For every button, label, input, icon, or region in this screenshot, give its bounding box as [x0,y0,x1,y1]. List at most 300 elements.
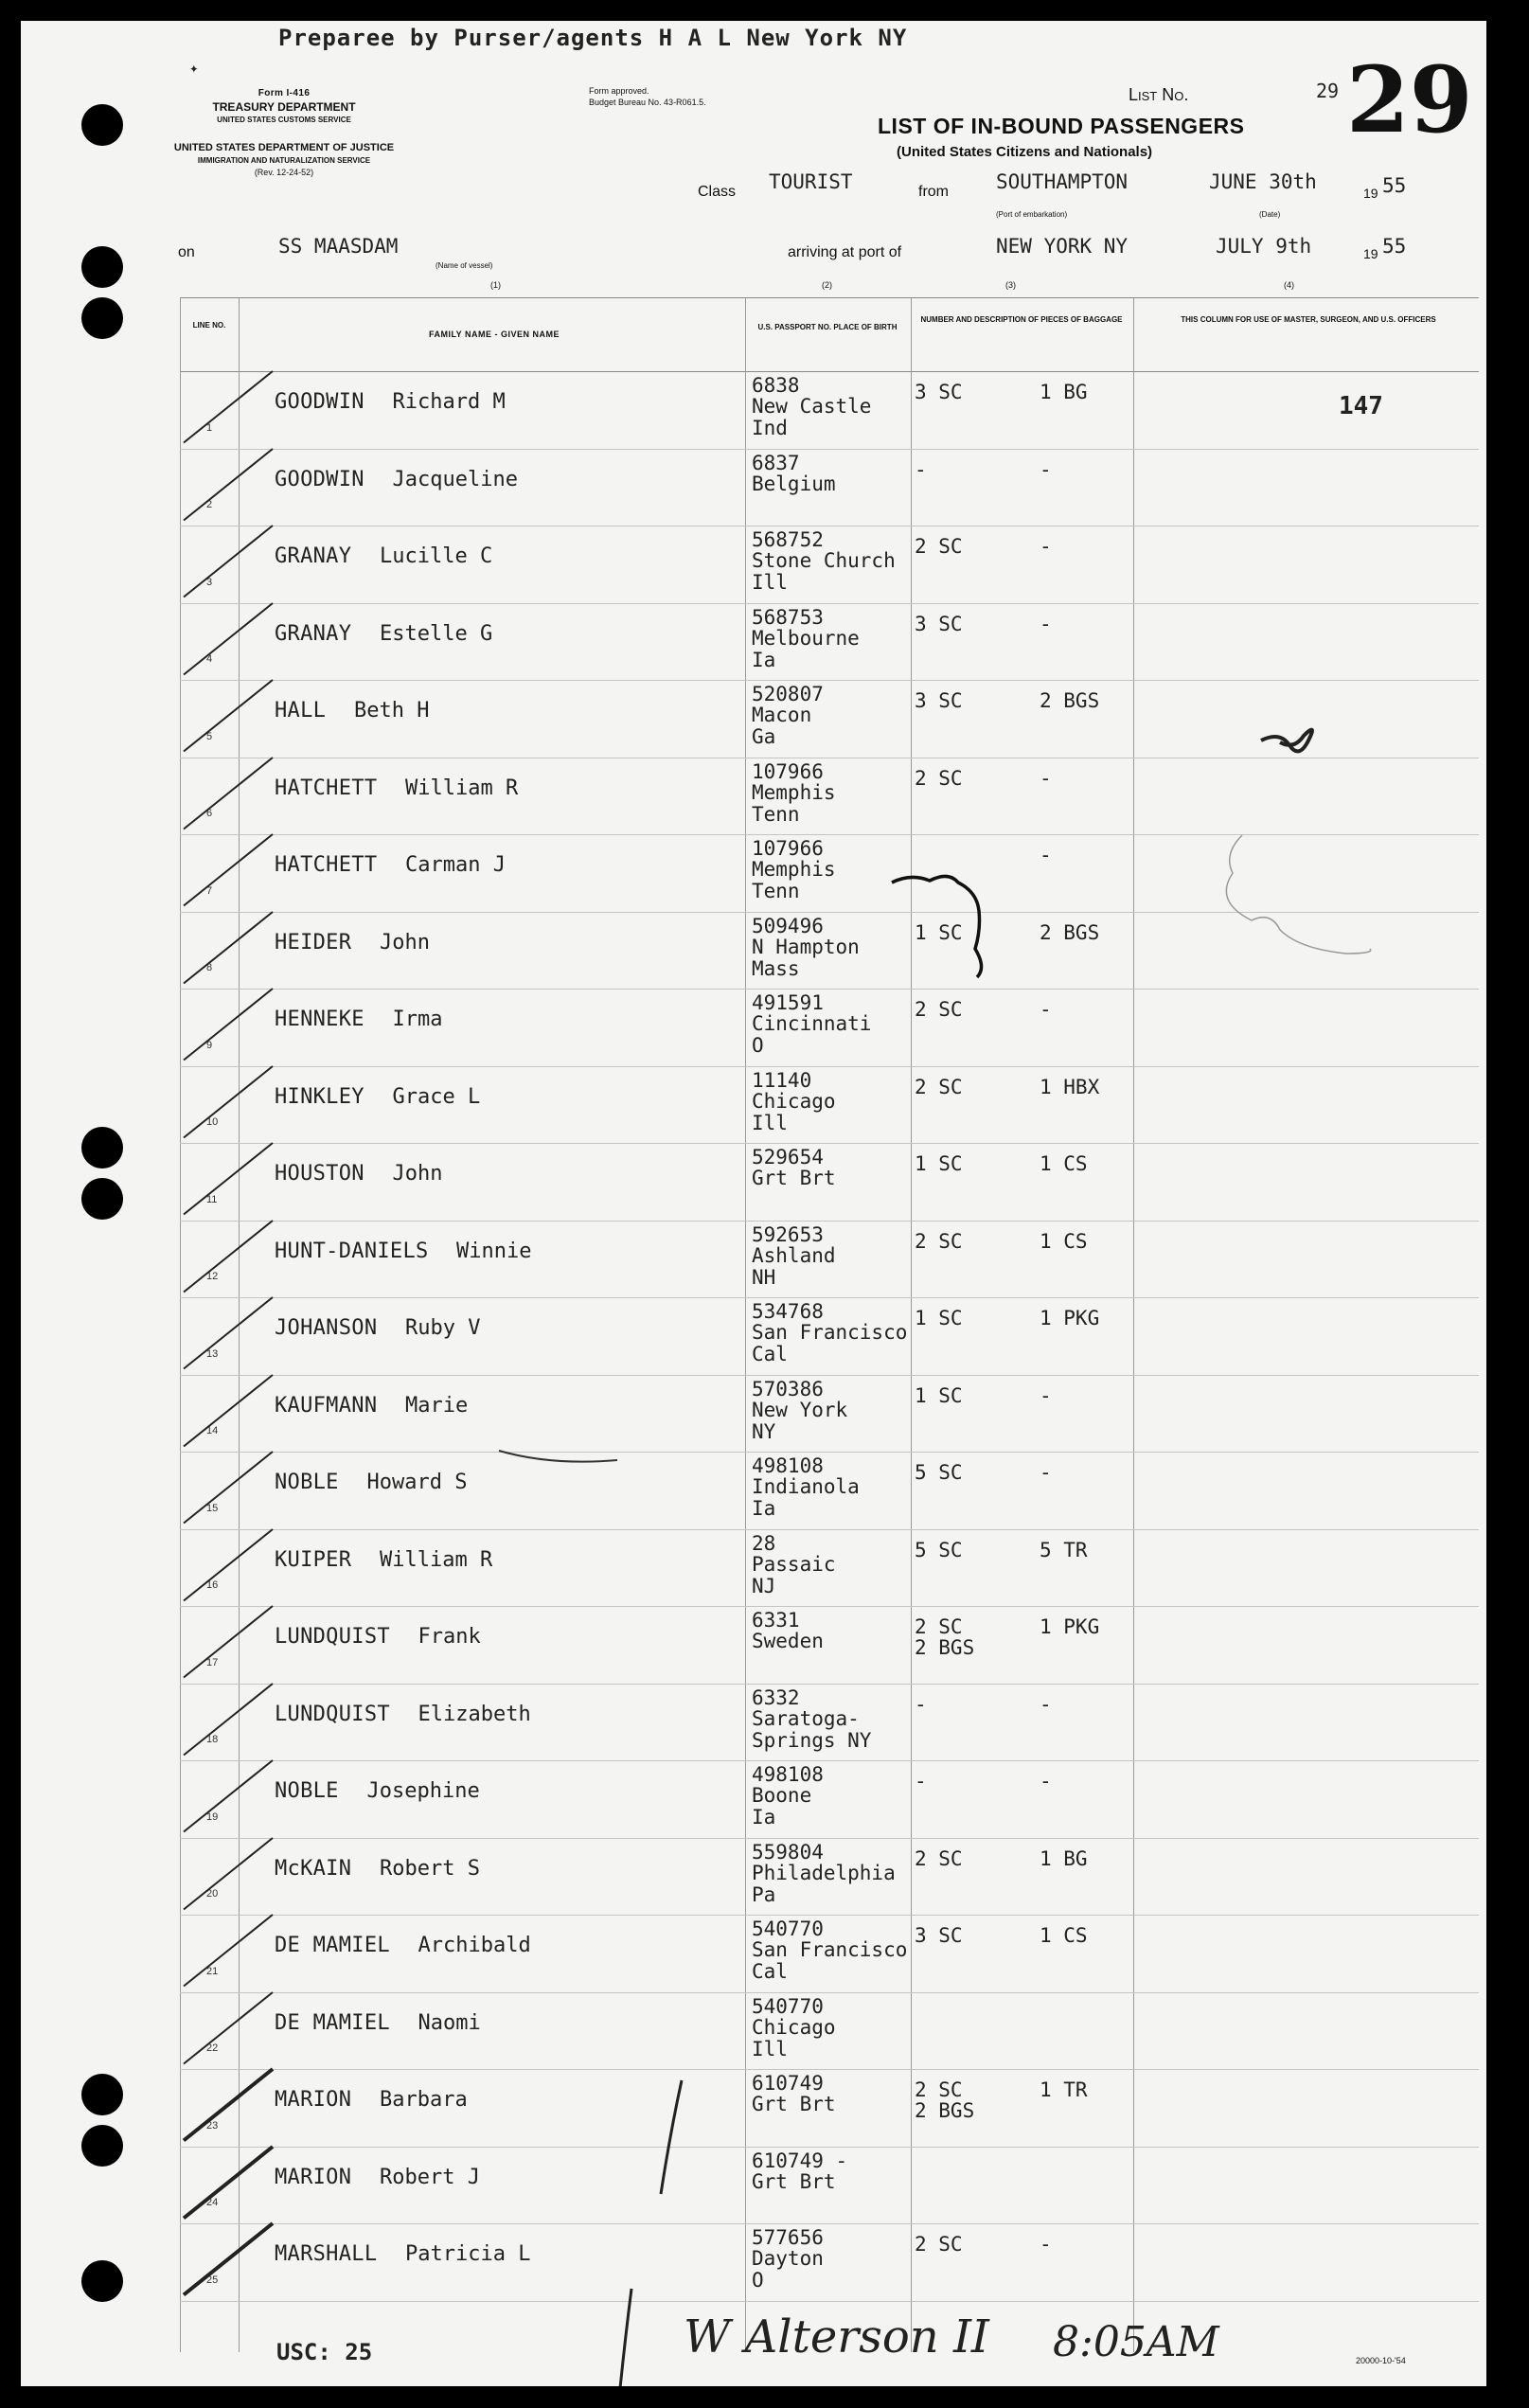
list-no-stamp: 29 [1346,46,1473,153]
form-subtitle: (United States Citizens and Nationals) [897,144,1153,160]
year2-prefix: 19 [1363,246,1378,261]
arrival-date: JULY 9th [1216,235,1312,258]
baggage-sc: 2 SC [915,1846,963,1870]
baggage-sc: 2 SC [915,766,963,790]
passport-number: 498108 [752,1763,824,1786]
family-name: McKAIN [275,1856,352,1881]
table-top-border [180,297,1479,298]
birth-place: New York [752,1398,848,1421]
baggage-other: - [1040,1461,1052,1484]
baggage-sc: 1 SC [915,1152,963,1175]
baggage-sc: 3 SC [915,612,963,635]
row-divider [180,2223,1479,2224]
family-name: LUNDQUIST [275,1702,390,1726]
birth-place: Ia [752,648,776,671]
year2-value: 55 [1382,235,1407,258]
checkmark-icon [172,1217,286,1304]
given-name: Archibald [418,1934,531,1957]
table-row [21,2071,1486,2149]
baggage-other: - [1040,1692,1052,1716]
birth-place: Saratoga- [752,1706,860,1730]
family-name: GRANAY [275,544,352,568]
baggage-other: - [1040,844,1052,866]
header-line-no: LINE NO. [192,321,226,330]
embark-port-label: (Port of embarkation) [996,210,1068,219]
birth-place: Ill [752,2037,788,2060]
passport-number: 610749 [752,2072,824,2095]
given-name: Winnie [456,1239,532,1263]
passport-number: 540770 [752,1994,824,2018]
family-name: KAUFMANN [275,1393,378,1418]
baggage-sc: 2 SC [915,535,963,558]
given-name: Robert S [380,1856,480,1881]
checkmark-icon [172,367,286,455]
birth-place: Chicago [752,1089,836,1113]
vessel-name: SS MAASDAM [278,235,399,258]
form-block [161,87,407,127]
family-name: MARSHALL [275,2242,378,2266]
baggage-other: 1 PKG [1040,1307,1100,1329]
birth-place: Boone [752,1784,812,1807]
table-row [21,451,1486,528]
passport-number: 529654 [752,1146,824,1168]
family-name: DE MAMIEL [275,1934,390,1957]
table-row [21,1762,1486,1840]
given-name: Josephine [366,1779,480,1803]
passport-number: 28 [752,1531,776,1555]
birth-place: Cal [752,1960,788,1983]
checkmark-icon [172,1525,286,1613]
given-name: Howard S [366,1471,468,1494]
given-name: John [380,930,430,954]
departure-date: JUNE 30th [1209,170,1317,193]
checkmark-icon [172,1602,286,1689]
baggage-other: 1 PKG [1040,1615,1100,1638]
row-divider [180,1452,1479,1453]
family-name: HOUSTON [275,1162,364,1186]
row-divider [180,1915,1479,1916]
baggage-other: 5 TR [1040,1538,1088,1561]
passport-number: 6332 [752,1686,800,1709]
form-title: LIST OF IN-BOUND PASSENGERS [878,114,1245,138]
form-block-2 [142,142,426,179]
line-number: 5 [206,730,213,742]
passport-number: 107966 [752,759,824,783]
dept-ins: IMMIGRATION AND NATURALIZATION SERVICE [197,156,371,165]
checkmark-icon [172,445,286,532]
time-note: 8:05AM [1053,2318,1219,2366]
table-row [21,1686,1486,1763]
vessel-label: (Name of vessel) [436,261,493,270]
birth-place: NJ [752,1574,776,1597]
baggage-other: 1 HBX [1040,1075,1100,1098]
header-baggage: NUMBER AND DESCRIPTION OF PIECES OF BAGGAGE [920,315,1123,324]
year-prefix: 19 [1363,186,1378,201]
binder-hole [81,104,123,146]
class-label: Class [698,184,737,200]
birth-place: Grt Brt [752,2093,836,2115]
embark-port: SOUTHAMPTON [996,170,1129,193]
print-code: 20000-10-'54 [1356,2356,1406,2365]
family-name: GOODWIN [275,390,364,414]
passport-number: 11140 [752,1068,812,1092]
line-number: 11 [206,1193,218,1205]
baggage-other: 1 CS [1040,1152,1088,1175]
baggage-extra: 2 BGS [915,2099,975,2122]
family-name: DE MAMIEL [275,2010,390,2035]
passport-number: 568753 [752,605,824,629]
row-divider [180,1143,1479,1144]
baggage-sc: 1 SC [915,920,963,944]
family-name: MARION [275,2088,352,2112]
table-row [21,1145,1486,1222]
passport-number: 6838 [752,374,800,397]
baggage-other: 1 TR [1040,2078,1088,2101]
binder-hole [81,246,123,288]
family-name: KUIPER [275,1547,352,1572]
birth-place: New Castle [752,395,872,418]
checkmark-icon [172,1293,286,1381]
birth-place: Chicago [752,2015,836,2039]
line-number: 9 [206,1039,213,1051]
checkmark-icon [172,985,286,1072]
dept-customs: UNITED STATES CUSTOMS SERVICE [217,116,351,124]
given-name: Grace L [392,1084,481,1109]
checkmark-icon [172,754,286,841]
row-divider [180,1684,1479,1685]
birth-place: Ashland [752,1243,836,1267]
birth-place: Springs NY [752,1728,872,1752]
table-row [21,527,1486,605]
birth-place: Ia [752,1497,776,1520]
checkmark-icon [172,1139,286,1226]
family-name: NOBLE [275,1779,339,1803]
passport-number: 568752 [752,528,824,551]
line-number: 10 [206,1116,219,1128]
family-name: HINKLEY [275,1084,364,1109]
birth-place: Grt Brt [752,2169,836,2193]
usc-count: USC: 25 [276,2339,373,2365]
table-row [21,1454,1486,1531]
baggage-other: 1 CS [1040,1229,1088,1253]
ink-scribble [873,854,1024,987]
table-row [21,1299,1486,1377]
col-num-3: (3) [1005,280,1016,290]
birth-place: Cal [752,1343,788,1365]
table-row [21,1917,1486,1994]
given-name: Beth H [354,699,430,722]
form-revision: (Rev. 12-24-52) [254,168,314,177]
birth-place: Stone Church [752,549,896,572]
given-name: Estelle G [380,621,493,646]
row-divider [180,680,1479,681]
birth-place: Sweden [752,1630,824,1652]
baggage-sc: - [915,1770,927,1793]
birth-place: Memphis [752,780,836,804]
checkmark-icon [172,1062,286,1150]
passport-number: 592653 [752,1222,824,1246]
row-divider [180,1297,1479,1298]
family-name: HUNT-DANIELS [275,1239,429,1263]
birth-place: Philadelphia [752,1861,896,1884]
checkmark-icon [172,1834,286,1921]
passport-number: 577656 [752,2226,824,2249]
ink-stroke [653,2076,691,2208]
birth-place: NY [752,1419,776,1443]
passport-number: 107966 [752,837,824,860]
checkmark-icon [172,2143,286,2230]
row-divider [180,989,1479,990]
line-number: 7 [206,884,213,897]
birth-place: Pa [752,1882,776,1906]
baggage-other: 1 BG [1040,381,1088,403]
checkmark-icon [172,1448,286,1535]
checkmark-icon [172,2065,286,2152]
birth-place: Ga [752,725,776,748]
given-name: William R [405,776,519,800]
approval-line: Form approved. [589,86,649,96]
birth-place: Cincinnati [752,1012,872,1035]
baggage-sc: 3 SC [915,1924,963,1947]
baggage-sc: - [915,1692,927,1716]
baggage-sc: 2 SC [915,998,963,1021]
table-row [21,1377,1486,1454]
birth-place: NH [752,1265,776,1289]
ink-mark: ✦ [189,59,199,77]
given-name: Elizabeth [418,1702,531,1726]
binder-hole [81,297,123,339]
given-name: John [392,1162,443,1186]
birth-place: Tenn [752,802,800,826]
family-name: MARION [275,2165,352,2189]
birth-place: Ill [752,571,788,594]
baggage-other: - [1040,2233,1052,2256]
form-number: Form I-416 [258,88,311,98]
table-row [21,373,1486,451]
baggage-other: - [1040,766,1052,790]
baggage-sc: 2 SC [915,1615,963,1638]
given-name: Carman J [405,853,506,877]
checkmark-icon [172,1757,286,1844]
ink-stroke [608,2284,646,2386]
given-name: Naomi [418,2010,481,2035]
dept-justice: UNITED STATES DEPARTMENT OF JUSTICE [173,142,395,153]
checkmark-icon [172,1989,286,2076]
row-divider [180,1529,1479,1530]
birth-place: Belgium [752,472,836,495]
baggage-sc: 2 SC [915,1229,963,1253]
birth-place: Ill [752,1111,788,1134]
birth-place: Passaic [752,1552,836,1576]
birth-place: N Hampton [752,935,860,958]
table-row [21,1608,1486,1686]
birth-place: O [752,2269,764,2292]
row-divider [180,1221,1479,1222]
family-name: JOHANSON [275,1316,378,1340]
row-divider [180,1838,1479,1839]
approval-block [589,85,706,108]
baggage-other: - [1040,535,1052,558]
line-number: 2 [206,499,213,510]
family-name: LUNDQUIST [275,1625,390,1649]
table-row [21,1840,1486,1917]
passport-number: 520807 [752,683,824,705]
baggage-sc: 1 SC [915,1307,963,1329]
given-name: Richard M [392,390,506,414]
year-value: 55 [1382,174,1407,197]
baggage-other: - [1040,1383,1052,1407]
baggage-other: - [1040,998,1052,1021]
row-divider [180,2301,1479,2302]
passport-number: 610749 - [752,2149,848,2172]
col-num-2: (2) [822,280,832,290]
checkmark-icon [172,908,286,995]
on-label: on [178,244,195,260]
birth-place: San Francisco [752,1938,908,1961]
baggage-sc: 3 SC [915,381,963,403]
table-row [21,1531,1486,1609]
birth-place: Melbourne [752,626,860,650]
baggage-other: - [1040,457,1052,481]
passport-number: 498108 [752,1454,824,1477]
table-row [21,1222,1486,1300]
family-name: HATCHETT [275,853,378,877]
line-number: 15 [206,1502,219,1514]
birth-place: Indianola [752,1475,860,1498]
line-number: 12 [206,1271,219,1282]
passport-number: 534768 [752,1300,824,1323]
row-divider [180,1992,1479,1993]
checkmark-icon [172,522,286,609]
birth-place: Memphis [752,858,836,881]
row-divider [180,2069,1479,2070]
checkmark-icon [172,1680,286,1767]
checkmark-icon [172,2220,286,2307]
birth-place: Ia [752,1806,776,1828]
family-name: GOODWIN [275,467,364,491]
baggage-other: - [1040,1770,1052,1793]
birth-place: Tenn [752,880,800,902]
birth-place: San Francisco [752,1321,908,1344]
preparer-note: Preparee by Purser/agents H A L New York NY [278,25,908,51]
ink-stroke [494,1441,627,1470]
birth-place: Macon [752,704,812,726]
arrival-port: NEW YORK NY [996,235,1129,258]
inspector-signature: W Alterson II [684,2310,989,2363]
line-number: 22 [206,2042,219,2054]
document-sheet [21,21,1486,2386]
list-no-typed: 29 [1316,80,1340,102]
baggage-sc: 2 SC [915,2233,963,2256]
header-name: FAMILY NAME - GIVEN NAME [428,330,560,339]
table-row [21,2225,1486,2303]
list-no-label: List No. [1129,85,1189,104]
passport-number: 540770 [752,1917,824,1940]
passport-number: 491591 [752,991,824,1014]
family-name: HEIDER [275,930,352,954]
line-number: 18 [206,1734,219,1745]
line-number: 8 [206,962,213,973]
given-name: William R [380,1547,493,1572]
baggage-sc: 5 SC [915,1461,963,1484]
baggage-sc: 5 SC [915,1538,963,1561]
baggage-sc: - [915,457,927,481]
row-divider [180,1760,1479,1761]
given-name: Robert J [380,2165,480,2189]
table-row [21,990,1486,1068]
line-number: 19 [206,1810,219,1823]
birth-place: Dayton [752,2247,824,2270]
faint-scribble [1176,797,1394,968]
line-number: 16 [206,1579,219,1591]
birth-place: O [752,1034,764,1057]
ink-scribble [1252,703,1365,778]
col-num-4: (4) [1284,280,1294,290]
table-row [21,1068,1486,1146]
arriving-label: arriving at port of [788,244,902,260]
row-divider [180,1375,1479,1376]
birth-place: Ind [752,417,788,439]
from-label: from [918,184,949,200]
baggage-other: - [1040,612,1052,635]
checkmark-icon [172,676,286,763]
checkmark-icon [172,1911,286,1998]
line-number: 17 [206,1656,219,1668]
line-number: 4 [206,653,213,665]
given-name: Frank [418,1625,481,1649]
birth-place: Grt Brt [752,1167,836,1189]
passport-number: 6837 [752,451,800,474]
table-row [21,605,1486,683]
given-name: Barbara [380,2088,468,2112]
header-passport: U.S. PASSPORT NO. PLACE OF BIRTH [757,323,898,331]
passport-number: 509496 [752,914,824,937]
given-name: Lucille C [380,544,493,568]
passport-number: 570386 [752,1377,824,1400]
date-label: (Date) [1259,210,1281,219]
table-row [21,2149,1486,2226]
row-divider [180,449,1479,450]
checkmark-icon [172,830,286,918]
header-bottom-border [180,371,1479,372]
line-number: 3 [206,576,213,588]
given-name: Patricia L [405,2242,531,2266]
baggage-other: 2 BGS [1040,920,1100,944]
family-name: GRANAY [275,621,352,646]
given-name: Irma [392,1008,443,1031]
line-number: 21 [206,1965,219,1977]
line-number: 14 [206,1425,219,1436]
class-value: TOURIST [769,170,853,193]
checkmark-icon [172,1371,286,1458]
dept-treasury: TREASURY DEPARTMENT [212,100,356,114]
table-row [21,1994,1486,2072]
baggage-sc: 2 SC [915,2078,963,2101]
officer-note: 147 [1339,392,1383,420]
given-name: Ruby V [405,1316,481,1340]
given-name: Jacqueline [392,467,518,491]
col-num-1: (1) [490,280,501,290]
baggage-other: 1 CS [1040,1924,1088,1947]
row-divider [180,1606,1479,1607]
baggage-sc: 3 SC [915,689,963,712]
line-number: 25 [206,2274,219,2286]
line-number: 6 [206,808,213,819]
line-number: 13 [206,1347,219,1360]
family-name: HALL [275,699,327,722]
baggage-extra: 2 BGS [915,1636,975,1659]
checkmark-icon [172,599,286,687]
